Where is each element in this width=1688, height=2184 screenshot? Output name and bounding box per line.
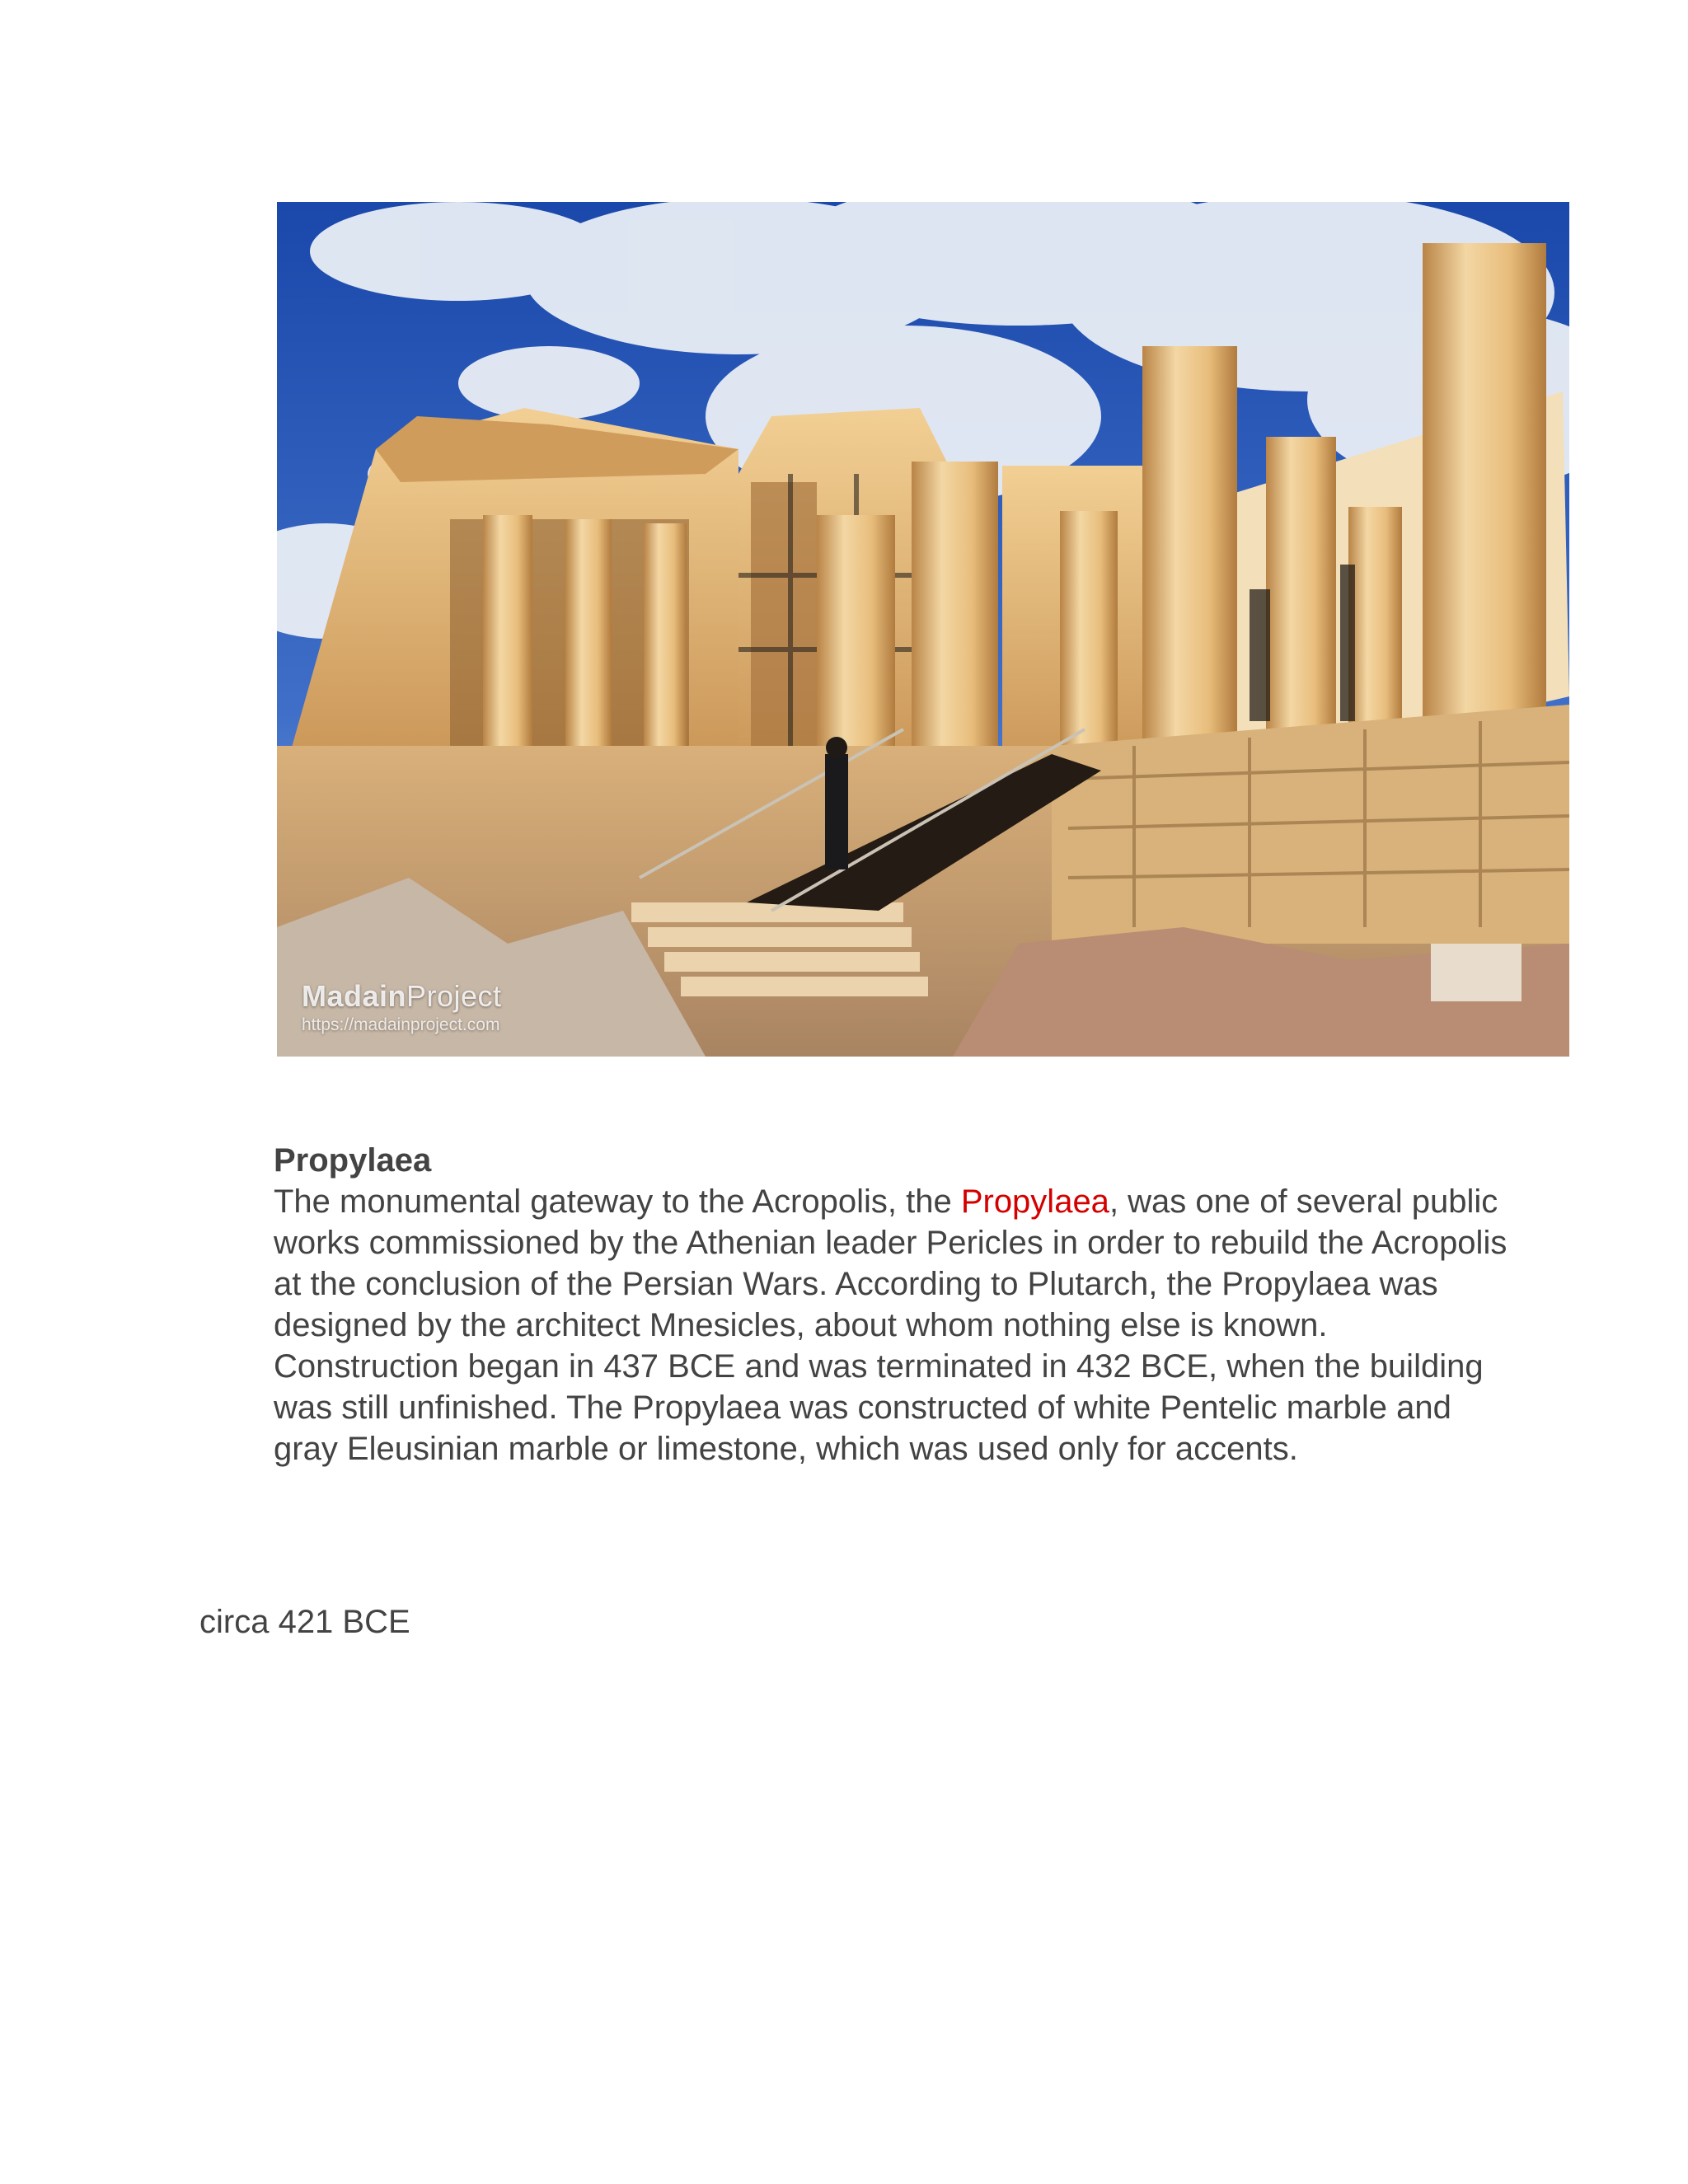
propylaea-photo <box>277 202 1569 1057</box>
watermark-brand-part-2: Project <box>406 979 502 1013</box>
photo-caption <box>274 1140 1510 1469</box>
watermark-brand-part-1: Madain <box>302 979 407 1013</box>
caption-body-text-end: , was one of several public works commissioned by the Athenian leader Pericles in order to rebuild the Acropolis at the conclusion of the Persian Wars. According to Plutarch, the Propylaea was designed by the architect Mnesicles, about whom nothing else is known. Construction began in 437 BCE and was terminated in 432 BCE, when the building was still unfinished. The Propylaea was constructed of white Pentelic marble and gray Eleusinian marble or limestone, which was used only for accents. <box>274 1183 1507 1467</box>
caption-body-text-start: The monumental gateway to the Acropolis, the <box>274 1183 961 1220</box>
watermark-url: https://madainproject.com <box>302 1015 500 1034</box>
caption-title: Propylaea <box>274 1142 432 1179</box>
propylaea-link[interactable]: Propylaea <box>960 1183 1109 1220</box>
watermark-brand <box>302 979 502 1013</box>
caption-body <box>274 1181 1510 1469</box>
propylaea-photo-illustration <box>277 202 1569 1057</box>
date-label: circa 421 BCE <box>199 1604 410 1640</box>
watermark <box>302 979 502 1034</box>
